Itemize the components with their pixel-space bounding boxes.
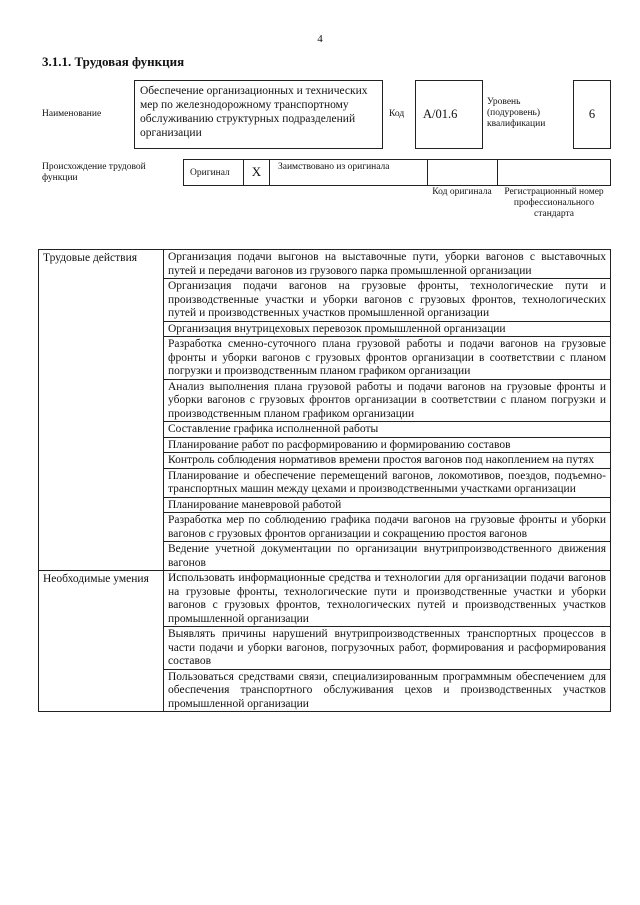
table-row xyxy=(39,571,611,627)
skill-item: Пользоваться средствами связи, специализированным программным обеспечением для обеспечения транспортного обслуживания цехов и производственных участков промышленной организации xyxy=(164,669,611,712)
original-code-cell xyxy=(428,160,498,185)
skill-item: Выявлять причины нарушений внутрипроизводственных транспортных процессов в части подачи и уборки вагонов, погрузочных работ, формирования и расформирования составов xyxy=(164,627,611,670)
original-label: Оригинал xyxy=(184,160,244,185)
origin-table xyxy=(183,159,611,186)
original-code-caption: Код оригинала xyxy=(432,187,492,197)
borrowed-label: Заимствовано из оригинала xyxy=(270,160,428,185)
code-label: Код xyxy=(389,109,405,119)
section-title: 3.1.1. Трудовая функция xyxy=(42,54,185,69)
function-table xyxy=(38,249,611,712)
reg-number-cell xyxy=(498,160,612,185)
origin-label: Происхождение трудовой функции xyxy=(42,162,146,183)
labor-actions-label: Трудовые действия xyxy=(39,250,164,571)
original-mark: X xyxy=(244,160,270,185)
labor-action-item: Организация подачи выгонов на выставочные пути, уборки вагонов с выставочных путей и передачи вагонов из грузового парка промышленной организации xyxy=(164,250,611,279)
labor-action-item: Разработка сменно-суточного плана грузовой работы и подачи вагонов на грузовые фронты и уборки вагонов с грузовых фронтов организации в соответствии с планом погрузки и производственным планом графиком организации xyxy=(164,337,611,380)
skills-label: Необходимые умения xyxy=(39,571,164,712)
labor-action-item: Планирование работ по расформированию и формированию составов xyxy=(164,437,611,453)
page-number: 4 xyxy=(317,33,323,45)
labor-action-item: Составление графика исполненной работы xyxy=(164,422,611,438)
labor-action-item: Планирование и обеспечение перемещений вагонов, локомотивов, поездов, подъемно-транспортных машин между цехами и производственными участками организации xyxy=(164,468,611,497)
table-row xyxy=(39,250,611,279)
code-value: А/01.6 xyxy=(415,80,483,149)
level-value: 6 xyxy=(573,80,611,149)
name-label: Наименование xyxy=(42,109,102,119)
skill-item: Использовать информационные средства и технологии для организации подачи вагонов на грузовые фронты, технологические пути и производственные участки и уборки вагонов с грузовых фронтов, технологических путей и производственных участков промышленной организации xyxy=(164,571,611,627)
labor-action-item: Ведение учетной документации по организации внутрипроизводственного движения вагонов xyxy=(164,542,611,571)
labor-action-item: Анализ выполнения плана грузовой работы и подачи вагонов на грузовые фронты и уборки вагонов с грузовых фронтов организации в соответствии с планом погрузки и производственным планом графиком организации xyxy=(164,379,611,422)
labor-action-item: Контроль соблюдения нормативов времени простоя вагонов под накоплением на путях xyxy=(164,453,611,469)
reg-number-caption: Регистрационный номер профессионального стандарта xyxy=(504,187,604,219)
level-label: Уровень (подуровень) квалификации xyxy=(487,97,546,129)
labor-action-item: Организация подачи вагонов на грузовые фронты, технологические пути и производственные участки и уборки вагонов с грузовых фронтов, технологических путей и производственных участков промышленной организации xyxy=(164,279,611,322)
labor-action-item: Разработка мер по соблюдению графика подачи вагонов на грузовые фронты и уборки вагонов с грузовых фронтов организации и сокращению простоя вагонов xyxy=(164,513,611,542)
labor-action-item: Планирование маневровой работой xyxy=(164,497,611,513)
name-value: Обеспечение организационных и технических мер по железнодорожному транспортному обслуживанию структурных подразделений организации xyxy=(134,80,383,149)
labor-action-item: Организация внутрицеховых перевозок промышленной организации xyxy=(164,321,611,337)
